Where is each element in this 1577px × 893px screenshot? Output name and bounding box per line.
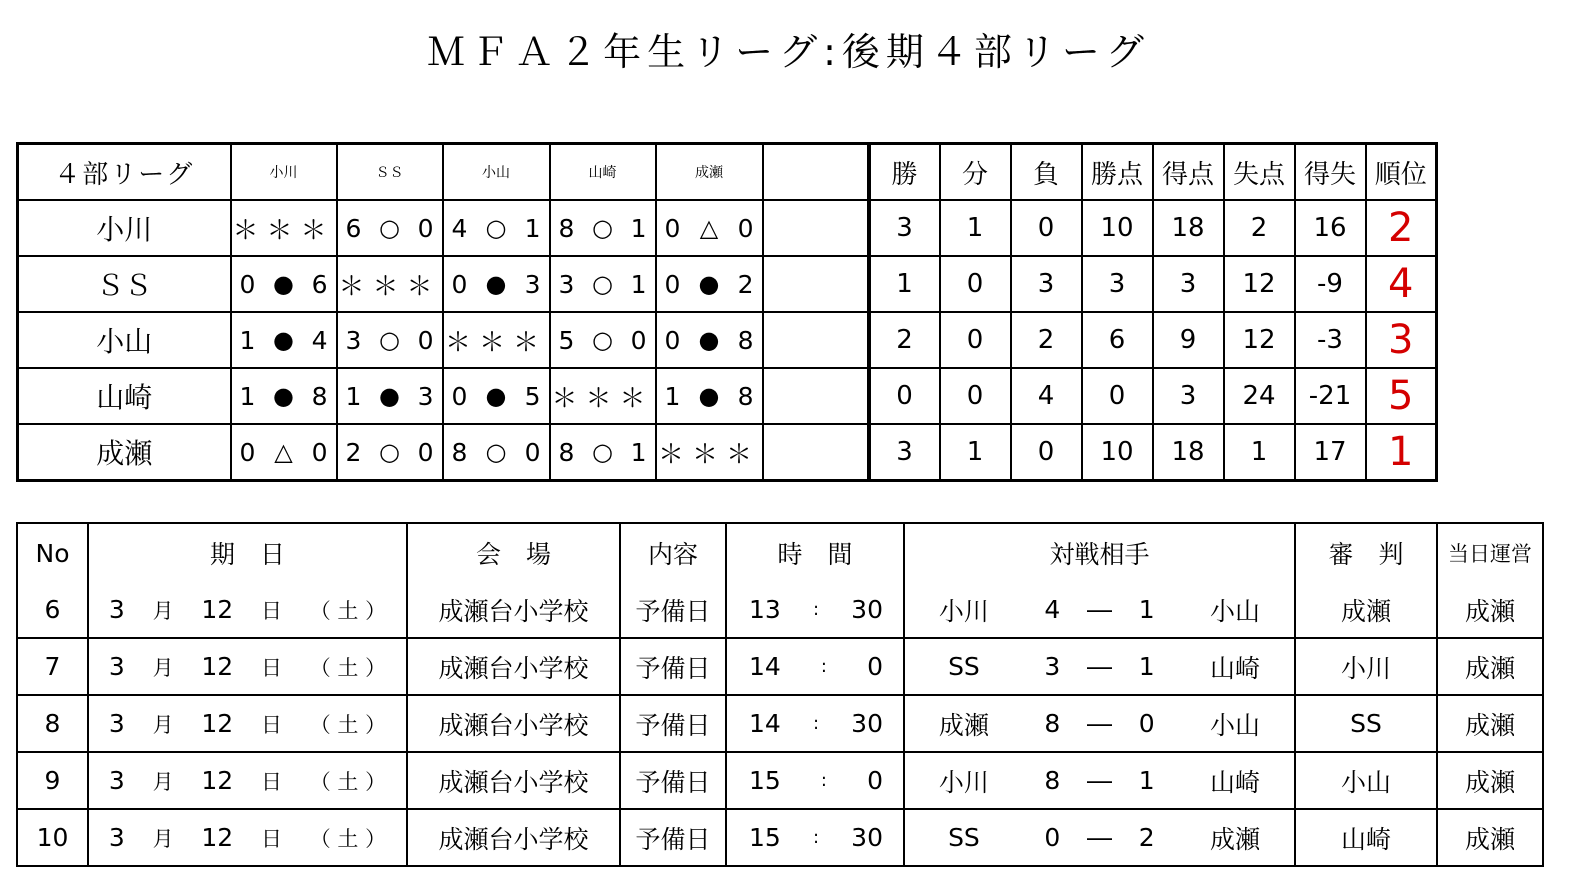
header-referee: 審 判: [1295, 523, 1437, 582]
match-date: [88, 809, 407, 866]
stat-header-losses: 負: [1011, 144, 1082, 201]
result-mark: ●: [485, 270, 507, 298]
rank-cell: [1366, 200, 1437, 256]
result-score-left: 3: [558, 269, 575, 299]
time-hour: 14: [749, 709, 781, 738]
empty-header-cell: [763, 144, 869, 201]
result-score-left: 0: [664, 269, 681, 299]
match-no: 9: [17, 752, 88, 809]
away-team: 小山: [1210, 596, 1261, 626]
match-operation: 成瀬: [1437, 582, 1543, 638]
result-score-right: 2: [737, 269, 754, 299]
match-time: [726, 752, 904, 809]
result-mark: ●: [379, 382, 400, 410]
stat-goals-against: 24: [1224, 368, 1295, 424]
empty-cell: [763, 368, 869, 424]
date-weekday: （ 土 ）: [309, 769, 387, 794]
league-label: ４部リーグ: [18, 144, 231, 201]
date-day-unit: 日: [260, 598, 282, 623]
rank-cell: [1366, 312, 1437, 368]
header-operation: 当日運営: [1437, 523, 1543, 582]
date-month-unit: 月: [152, 826, 174, 851]
standings-header-row: [18, 144, 1437, 201]
standings-row: [18, 200, 1437, 256]
empty-cell: [763, 424, 869, 481]
result-mark: ●: [698, 270, 720, 298]
result-mark: ○: [379, 326, 400, 354]
standings-row: [18, 368, 1437, 424]
match-operation: 成瀬: [1437, 752, 1543, 809]
result-score-left: 2: [345, 437, 362, 467]
score-dash: ―: [1086, 595, 1112, 624]
match-date: [88, 695, 407, 752]
away-team: 小山: [1210, 710, 1261, 740]
rank-cell: [1366, 424, 1437, 481]
date-day: 12: [201, 652, 234, 681]
home-team: SS: [948, 823, 980, 852]
result-mark: ●: [273, 382, 294, 410]
result-score-right: 0: [524, 437, 541, 467]
match-time: [726, 582, 904, 638]
header-venue: 会 場: [407, 523, 620, 582]
stat-wins: 0: [869, 368, 940, 424]
time-minute: 30: [851, 595, 883, 624]
result-score-left: 0: [239, 437, 256, 467]
date-weekday: （ 土 ）: [309, 826, 387, 851]
date-month: 3: [108, 766, 125, 795]
date-weekday: （ 土 ）: [309, 655, 387, 680]
match-content: 予備日: [620, 582, 726, 638]
rank-value: 2: [1388, 205, 1414, 251]
result-cell: [656, 200, 763, 256]
standings-row: [18, 424, 1437, 481]
stat-draws: 0: [940, 256, 1011, 312]
date-month-unit: 月: [152, 769, 174, 794]
match-operation: 成瀬: [1437, 695, 1543, 752]
result-score-right: 0: [311, 437, 328, 467]
result-score-right: 1: [630, 269, 647, 299]
result-mark: ○: [485, 438, 507, 466]
stat-goals-against: 2: [1224, 200, 1295, 256]
stat-draws: 1: [940, 424, 1011, 481]
rank-value: 5: [1388, 373, 1414, 419]
stat-draws: 0: [940, 368, 1011, 424]
empty-cell: [763, 312, 869, 368]
home-team: 成瀬: [938, 710, 989, 740]
stat-points: 3: [1082, 256, 1153, 312]
stat-wins: 1: [869, 256, 940, 312]
result-score-right: 8: [737, 381, 754, 411]
match-venue: 成瀬台小学校: [407, 638, 620, 695]
away-score: 1: [1138, 595, 1155, 624]
match-content: 予備日: [620, 695, 726, 752]
schedule-table: [16, 522, 1544, 867]
result-score-right: 0: [737, 213, 754, 243]
result-mark: ●: [698, 326, 720, 354]
result-score-right: 0: [417, 325, 434, 355]
time-colon: :: [820, 656, 827, 677]
date-day: 12: [201, 823, 234, 852]
match-opponents: [904, 809, 1295, 866]
stat-wins: 3: [869, 424, 940, 481]
match-referee: 成瀬: [1295, 582, 1437, 638]
result-score-left: 0: [664, 325, 681, 355]
date-day-unit: 日: [260, 769, 282, 794]
stat-goal-diff: 16: [1295, 200, 1366, 256]
result-cell: [443, 256, 550, 312]
home-score: 0: [1044, 823, 1061, 852]
result-cell: [550, 256, 656, 312]
home-score: 4: [1044, 595, 1061, 624]
stat-losses: 0: [1011, 200, 1082, 256]
date-month: 3: [108, 595, 125, 624]
result-score-left: 8: [558, 213, 575, 243]
match-venue: 成瀬台小学校: [407, 695, 620, 752]
team-name: ＳＳ: [18, 256, 231, 312]
result-cell: [337, 368, 443, 424]
self-match-mark: ＊＊＊: [551, 383, 654, 414]
date-day-unit: 日: [260, 712, 282, 737]
result-score-left: 1: [239, 381, 256, 411]
team-name: 小川: [18, 200, 231, 256]
home-team: SS: [948, 652, 980, 681]
result-mark: ○: [592, 214, 613, 242]
result-cell: [656, 256, 763, 312]
stat-goals-against: 12: [1224, 256, 1295, 312]
header-time: 時 間: [726, 523, 904, 582]
result-mark: △: [274, 438, 293, 466]
team-name: 小山: [18, 312, 231, 368]
match-no: 10: [17, 809, 88, 866]
score-dash: ―: [1086, 652, 1112, 681]
away-team: 山崎: [1210, 653, 1261, 683]
home-score: 8: [1044, 766, 1061, 795]
away-team: 山崎: [1210, 767, 1261, 797]
self-match-mark: ＊＊＊: [338, 271, 441, 302]
stat-goals-against: 1: [1224, 424, 1295, 481]
team-name: 山崎: [18, 368, 231, 424]
date-month: 3: [108, 709, 125, 738]
stat-header-goals-against: 失点: [1224, 144, 1295, 201]
result-score-left: 6: [345, 213, 362, 243]
result-score-right: 3: [417, 381, 434, 411]
result-score-left: 5: [558, 325, 575, 355]
stat-header-rank: 順位: [1366, 144, 1437, 201]
time-hour: 15: [749, 766, 781, 795]
empty-cell: [763, 256, 869, 312]
result-cell-self: [337, 256, 443, 312]
result-score-left: 0: [664, 213, 681, 243]
stat-goals-for: 3: [1153, 368, 1224, 424]
result-cell-self: [656, 424, 763, 481]
away-score: 1: [1138, 766, 1155, 795]
time-colon: :: [812, 599, 820, 620]
result-score-left: 1: [664, 381, 681, 411]
result-cell-self: [443, 312, 550, 368]
rank-value: 1: [1388, 429, 1414, 475]
time-minute: 0: [867, 652, 883, 681]
stat-losses: 4: [1011, 368, 1082, 424]
schedule-row: [17, 582, 1543, 638]
result-score-right: 1: [630, 213, 647, 243]
result-score-left: 3: [345, 325, 362, 355]
match-content: 予備日: [620, 752, 726, 809]
result-cell: [337, 424, 443, 481]
result-score-left: 1: [345, 381, 362, 411]
stat-header-wins: 勝: [869, 144, 940, 201]
date-day-unit: 日: [260, 655, 282, 680]
result-score-right: 4: [311, 325, 328, 355]
score-dash: ―: [1086, 766, 1112, 795]
schedule-row: [17, 638, 1543, 695]
time-hour: 14: [749, 652, 781, 681]
result-mark: △: [699, 214, 719, 242]
stat-goal-diff: -9: [1295, 256, 1366, 312]
result-score-right: 8: [311, 381, 328, 411]
stat-goal-diff: -3: [1295, 312, 1366, 368]
result-score-right: 8: [737, 325, 754, 355]
header-no: No: [17, 523, 88, 582]
match-time: [726, 638, 904, 695]
empty-cell: [763, 200, 869, 256]
match-referee: SS: [1295, 695, 1437, 752]
stat-goal-diff: 17: [1295, 424, 1366, 481]
header-match: 対戦相手: [904, 523, 1295, 582]
stat-losses: 0: [1011, 424, 1082, 481]
away-team: 成瀬: [1210, 824, 1261, 854]
time-colon: :: [812, 827, 820, 848]
result-cell: [550, 200, 656, 256]
rank-value: 4: [1388, 261, 1414, 307]
header-content: 内容: [620, 523, 726, 582]
stat-goals-for: 3: [1153, 256, 1224, 312]
rank-cell: [1366, 256, 1437, 312]
score-dash: ―: [1086, 709, 1112, 738]
home-score: 3: [1044, 652, 1061, 681]
result-score-left: 8: [558, 437, 575, 467]
result-score-right: 1: [524, 213, 541, 243]
result-score-left: 4: [451, 213, 468, 243]
result-mark: ●: [273, 326, 294, 354]
stat-header-points: 勝点: [1082, 144, 1153, 201]
away-score: 2: [1138, 823, 1155, 852]
match-opponents: [904, 582, 1295, 638]
standings-table: [16, 142, 1438, 482]
page-title: ＭＦＡ２年生リーグ:後期４部リーグ: [427, 30, 1150, 74]
match-time: [726, 809, 904, 866]
self-match-mark: ＊＊＊: [232, 215, 335, 246]
schedule-row: [17, 809, 1543, 866]
date-day: 12: [201, 709, 234, 738]
schedule-body: [17, 582, 1543, 866]
team-header: 小川: [231, 144, 337, 201]
result-cell: [550, 424, 656, 481]
match-referee: 山崎: [1295, 809, 1437, 866]
match-no: 8: [17, 695, 88, 752]
match-venue: 成瀬台小学校: [407, 582, 620, 638]
date-month-unit: 月: [152, 655, 174, 680]
stat-goal-diff: -21: [1295, 368, 1366, 424]
stat-losses: 2: [1011, 312, 1082, 368]
match-time: [726, 695, 904, 752]
standings-body: [18, 200, 1437, 481]
result-score-right: 1: [630, 437, 647, 467]
team-header: 小山: [443, 144, 550, 201]
result-mark: ○: [592, 270, 613, 298]
result-score-left: 0: [451, 381, 468, 411]
time-colon: :: [812, 713, 820, 734]
match-referee: 小川: [1295, 638, 1437, 695]
result-score-left: 0: [239, 269, 256, 299]
result-mark: ○: [379, 438, 400, 466]
stat-header-goals-for: 得点: [1153, 144, 1224, 201]
result-cell: [231, 368, 337, 424]
standings-row: [18, 312, 1437, 368]
team-header: 成瀬: [656, 144, 763, 201]
header-date: 期 日: [88, 523, 407, 582]
stat-wins: 3: [869, 200, 940, 256]
result-mark: ○: [485, 214, 507, 242]
score-dash: ―: [1086, 823, 1112, 852]
date-weekday: （ 土 ）: [309, 598, 387, 623]
time-minute: 30: [851, 709, 883, 738]
self-match-mark: ＊＊＊: [444, 327, 547, 358]
self-match-mark: ＊＊＊: [657, 439, 760, 470]
match-no: 6: [17, 582, 88, 638]
result-cell-self: [550, 368, 656, 424]
match-venue: 成瀬台小学校: [407, 809, 620, 866]
match-content: 予備日: [620, 638, 726, 695]
date-month: 3: [108, 823, 125, 852]
result-cell: [231, 312, 337, 368]
date-day: 12: [201, 766, 234, 795]
result-score-right: 6: [311, 269, 328, 299]
match-date: [88, 752, 407, 809]
result-score-left: 0: [451, 269, 468, 299]
match-opponents: [904, 695, 1295, 752]
stat-draws: 0: [940, 312, 1011, 368]
result-cell: [443, 368, 550, 424]
result-mark: ●: [698, 382, 720, 410]
result-cell: [550, 312, 656, 368]
match-date: [88, 638, 407, 695]
match-opponents: [904, 752, 1295, 809]
time-minute: 30: [851, 823, 883, 852]
team-header: 山崎: [550, 144, 656, 201]
schedule-header-row: [17, 523, 1543, 582]
result-score-right: 3: [524, 269, 541, 299]
result-score-right: 5: [524, 381, 541, 411]
schedule-row: [17, 695, 1543, 752]
home-team: 小川: [938, 596, 989, 626]
result-mark: ●: [485, 382, 507, 410]
standings-row: [18, 256, 1437, 312]
date-month: 3: [108, 652, 125, 681]
time-hour: 13: [749, 595, 781, 624]
stat-header-goal-diff: 得失: [1295, 144, 1366, 201]
stat-losses: 3: [1011, 256, 1082, 312]
team-name: 成瀬: [18, 424, 231, 481]
stat-points: 0: [1082, 368, 1153, 424]
time-hour: 15: [749, 823, 781, 852]
stat-draws: 1: [940, 200, 1011, 256]
time-minute: 0: [867, 766, 883, 795]
result-cell: [656, 368, 763, 424]
result-cell: [231, 424, 337, 481]
date-day-unit: 日: [260, 826, 282, 851]
stat-goals-against: 12: [1224, 312, 1295, 368]
stat-points: 6: [1082, 312, 1153, 368]
result-cell: [443, 200, 550, 256]
match-date: [88, 582, 407, 638]
stat-points: 10: [1082, 424, 1153, 481]
time-colon: :: [820, 770, 827, 791]
date-month-unit: 月: [152, 598, 174, 623]
result-cell: [337, 312, 443, 368]
result-cell: [231, 256, 337, 312]
schedule-row: [17, 752, 1543, 809]
date-weekday: （ 土 ）: [309, 712, 387, 737]
result-cell-self: [231, 200, 337, 256]
match-operation: 成瀬: [1437, 809, 1543, 866]
match-content: 予備日: [620, 809, 726, 866]
home-team: 小川: [938, 767, 989, 797]
match-no: 7: [17, 638, 88, 695]
date-day: 12: [201, 595, 234, 624]
result-cell: [656, 312, 763, 368]
stat-goals-for: 18: [1153, 424, 1224, 481]
result-mark: ●: [273, 270, 294, 298]
stat-header-draws: 分: [940, 144, 1011, 201]
result-mark: ○: [379, 214, 400, 242]
away-score: 1: [1138, 652, 1155, 681]
rank-value: 3: [1388, 317, 1414, 363]
result-mark: ○: [592, 438, 613, 466]
stat-goals-for: 18: [1153, 200, 1224, 256]
result-mark: ○: [592, 326, 613, 354]
match-opponents: [904, 638, 1295, 695]
rank-cell: [1366, 368, 1437, 424]
stat-goals-for: 9: [1153, 312, 1224, 368]
result-score-left: 8: [451, 437, 468, 467]
stat-wins: 2: [869, 312, 940, 368]
result-score-left: 1: [239, 325, 256, 355]
result-cell: [337, 200, 443, 256]
result-score-right: 0: [417, 213, 434, 243]
match-referee: 小山: [1295, 752, 1437, 809]
result-score-right: 0: [417, 437, 434, 467]
match-operation: 成瀬: [1437, 638, 1543, 695]
team-header: ＳＳ: [337, 144, 443, 201]
stat-points: 10: [1082, 200, 1153, 256]
date-month-unit: 月: [152, 712, 174, 737]
result-cell: [443, 424, 550, 481]
result-score-right: 0: [630, 325, 647, 355]
home-score: 8: [1044, 709, 1061, 738]
away-score: 0: [1138, 709, 1155, 738]
match-venue: 成瀬台小学校: [407, 752, 620, 809]
